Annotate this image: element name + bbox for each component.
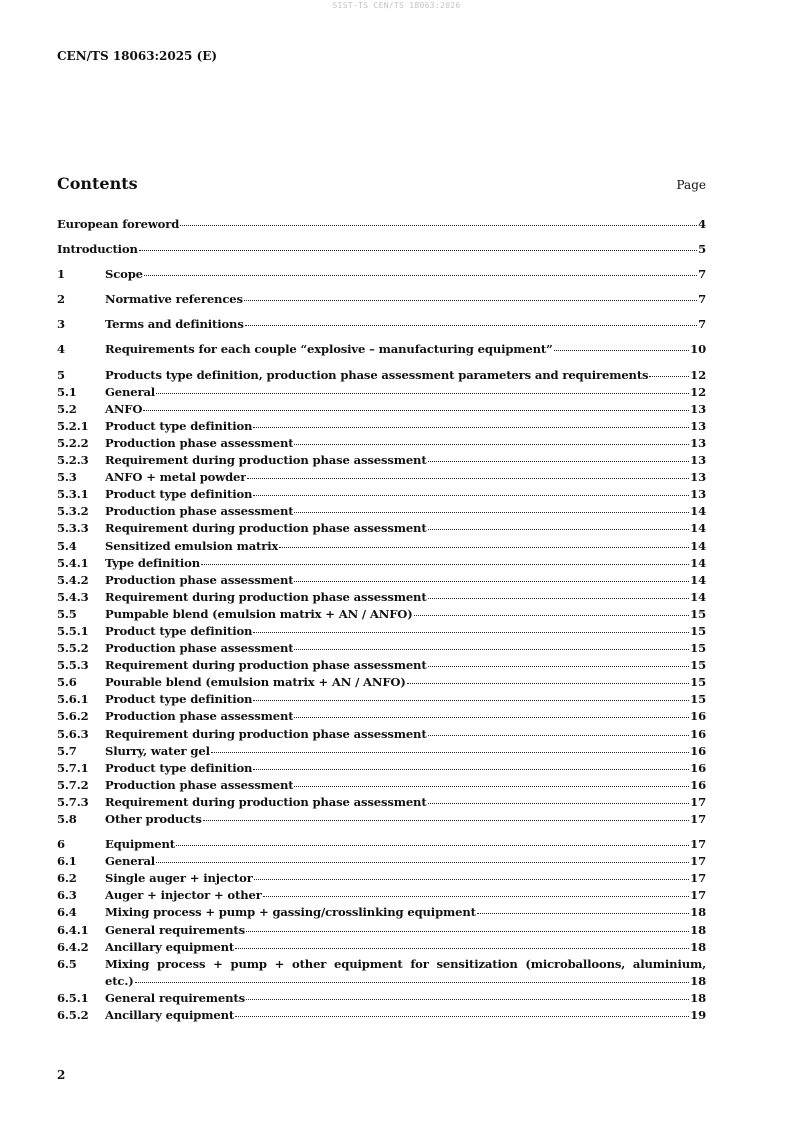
dot-leader — [649, 375, 689, 377]
toc-entry-title: Production phase assessment — [105, 504, 294, 519]
toc-entry-page: 15 — [690, 623, 706, 638]
toc-entry-number: 5.6 — [57, 675, 77, 690]
toc-entry[interactable] — [57, 435, 706, 452]
dot-leader — [144, 274, 697, 276]
toc-entry-page: 17 — [690, 854, 706, 869]
toc-entry-number: 6 — [57, 837, 65, 852]
toc-entry-title: Requirement during production phase assessment — [105, 521, 427, 536]
dot-leader — [294, 580, 689, 582]
toc-entry-title: Ancillary equipment — [105, 1008, 235, 1023]
toc-entry-number: 6.2 — [57, 871, 77, 886]
toc-entry-number: 5.7.1 — [57, 760, 89, 775]
toc-entry-number: 5.4.2 — [57, 572, 89, 587]
toc-entry-page: 12 — [690, 367, 706, 382]
toc-entry[interactable] — [57, 640, 706, 657]
toc-entry-number: 5.2.2 — [57, 435, 89, 450]
toc-entry-title: Production phase assessment — [105, 641, 294, 656]
toc-entry-title: Products type definition, production phase assessment parameters and requirements — [105, 367, 649, 382]
toc-entry-title: Product type definition — [105, 487, 253, 502]
dot-leader — [428, 460, 690, 462]
toc-entry-title: Requirement during production phase assessment — [105, 794, 427, 809]
toc-entry-number: 5.5.3 — [57, 658, 89, 673]
toc-entry-title: Product type definition — [105, 760, 253, 775]
toc-entry-number: 5 — [57, 367, 65, 382]
toc-entry-title: Requirements for each couple “explosive – manufacturing equipment” — [105, 342, 553, 357]
toc-entry-page: 12 — [690, 384, 706, 399]
toc-entry-page: 18 — [690, 905, 706, 920]
toc-entry[interactable] — [57, 743, 706, 760]
toc-entry-title: Normative references — [105, 292, 243, 307]
toc-entry-title: Introduction — [57, 242, 138, 257]
toc-entry-title: Production phase assessment — [105, 435, 294, 450]
toc-entry-title: Auger + injector + other — [105, 888, 262, 903]
dot-leader — [294, 443, 689, 445]
toc-entry[interactable] — [57, 708, 706, 725]
toc-entry[interactable] — [57, 623, 706, 640]
toc-entry[interactable] — [57, 887, 706, 904]
toc-entry-title: Production phase assessment — [105, 777, 294, 792]
toc-entry-title: Pourable blend (emulsion matrix + AN / ANFO) — [105, 675, 406, 690]
toc-entry[interactable] — [57, 401, 706, 418]
toc-entry-page: 13 — [690, 435, 706, 450]
toc-entry[interactable] — [57, 794, 706, 811]
toc-entry-page: 15 — [690, 675, 706, 690]
toc-entry[interactable] — [57, 367, 706, 384]
toc-entry[interactable] — [57, 538, 706, 555]
toc-entry-number: 1 — [57, 267, 65, 282]
toc-entry-title: Product type definition — [105, 623, 253, 638]
toc-entry-page: 4 — [698, 217, 706, 231]
dot-leader — [263, 895, 690, 897]
toc-entry-title: Scope — [105, 267, 143, 282]
toc-entry-number: 6.5.1 — [57, 990, 89, 1005]
dot-leader — [245, 324, 697, 326]
toc-entry-number: 6.4 — [57, 905, 77, 920]
toc-entry-number: 5.6.3 — [57, 726, 89, 741]
toc-entry-number: 6.3 — [57, 888, 77, 903]
toc-entry-page: 14 — [690, 538, 706, 553]
toc-entry[interactable] — [57, 572, 706, 589]
toc-entry-title: Product type definition — [105, 418, 253, 433]
toc-entry-title: European foreword — [57, 217, 180, 231]
toc-entry[interactable] — [57, 291, 706, 308]
dot-leader — [201, 563, 689, 565]
toc-entry[interactable] — [57, 469, 706, 486]
dot-leader — [428, 734, 690, 736]
toc-entry-title: ANFO + metal powder — [105, 470, 247, 485]
dot-leader — [254, 878, 689, 880]
dot-leader — [279, 546, 689, 548]
toc-entry-number: 5.3.1 — [57, 487, 89, 502]
toc-entry-number: 6.1 — [57, 854, 77, 869]
toc-entry-page: 17 — [690, 812, 706, 826]
toc-entry[interactable] — [57, 904, 706, 921]
toc-entry[interactable] — [57, 990, 706, 1007]
toc-entry-title: General — [105, 384, 156, 399]
toc-entry-title: Mixing process + pump + other equipment for sensitization (microballoons, aluminium, — [105, 956, 706, 971]
toc-entry[interactable] — [57, 520, 706, 537]
toc-entry-title: Equipment — [105, 837, 175, 852]
toc-entry[interactable] — [57, 606, 706, 623]
dot-leader — [135, 981, 690, 983]
toc-entry[interactable] — [57, 316, 706, 333]
toc-entry[interactable] — [57, 674, 706, 691]
toc-entry-page: 15 — [690, 641, 706, 656]
toc-entry-title: Sensitized emulsion matrix — [105, 538, 279, 553]
toc-entry[interactable] — [57, 939, 706, 956]
contents-heading: Contents — [57, 174, 138, 193]
toc-entry[interactable] — [57, 216, 706, 233]
toc-entry-title: Mixing process + pump + gassing/crosslinking equipment — [105, 905, 476, 920]
toc-entry-number: 5.1 — [57, 384, 77, 399]
dot-leader — [253, 768, 689, 770]
toc-entry-number: 6.5 — [57, 956, 77, 971]
toc-entry-page: 19 — [690, 1008, 706, 1023]
toc-entry-title: Ancillary equipment — [105, 939, 235, 954]
toc-entry-title: General requirements — [105, 990, 246, 1005]
dot-leader — [414, 614, 690, 616]
toc-entry-number: 6.5.2 — [57, 1008, 89, 1023]
toc-entry-page: 16 — [690, 760, 706, 775]
dot-leader — [246, 998, 689, 1000]
toc-entry-title: Production phase assessment — [105, 572, 294, 587]
toc-entry-page: 18 — [690, 922, 706, 937]
toc-entry[interactable] — [57, 241, 706, 258]
toc-entry-number: 2 — [57, 292, 65, 307]
toc-entry-page: 18 — [690, 973, 706, 988]
table-of-contents — [57, 216, 706, 1024]
toc-entry-page: 14 — [690, 572, 706, 587]
dot-leader — [156, 392, 689, 394]
toc-entry-page: 13 — [690, 487, 706, 502]
toc-entry-title: Pumpable blend (emulsion matrix + AN / ANFO) — [105, 606, 413, 621]
toc-entry[interactable] — [57, 486, 706, 503]
toc-entry-number: 4 — [57, 342, 65, 357]
toc-entry-page: 5 — [698, 242, 706, 257]
page-number: 2 — [57, 1068, 66, 1082]
toc-entry-page: 13 — [690, 470, 706, 485]
toc-entry-page: 13 — [690, 418, 706, 433]
toc-entry-title: Requirement during production phase assessment — [105, 453, 427, 468]
dot-leader — [246, 930, 689, 932]
toc-entry-number: 5.5.2 — [57, 641, 89, 656]
dot-leader — [143, 409, 689, 411]
toc-entry-page: 15 — [690, 658, 706, 673]
dot-leader — [428, 597, 690, 599]
toc-entry-number: 5.3 — [57, 470, 77, 485]
toc-entry-number: 5.2.3 — [57, 453, 89, 468]
dot-leader — [294, 785, 689, 787]
dot-leader — [294, 648, 689, 650]
toc-entry-number: 5.6.2 — [57, 709, 89, 724]
toc-entry[interactable] — [57, 418, 706, 435]
toc-entry-page: 10 — [690, 342, 706, 357]
dot-leader — [407, 682, 689, 684]
toc-entry-number: 5.2.1 — [57, 418, 89, 433]
dot-leader — [428, 528, 690, 530]
toc-entry-page: 17 — [690, 794, 706, 809]
toc-entry[interactable] — [57, 760, 706, 777]
toc-entry-number: 5.4.3 — [57, 589, 89, 604]
toc-entry[interactable] — [57, 341, 706, 358]
toc-entry-number: 5.4 — [57, 538, 77, 553]
toc-entry-page: 7 — [698, 292, 706, 307]
page-column-label: Page — [676, 178, 706, 192]
document-header: CEN/TS 18063:2025 (E) — [57, 49, 218, 63]
dot-leader — [156, 861, 689, 863]
toc-entry-number: 5.4.1 — [57, 555, 89, 570]
toc-entry[interactable] — [57, 555, 706, 572]
toc-entry-page: 14 — [690, 589, 706, 604]
dot-leader — [428, 802, 690, 804]
toc-entry-title: Other products — [105, 812, 202, 826]
toc-entry[interactable] — [57, 503, 706, 520]
toc-entry-page: 16 — [690, 777, 706, 792]
toc-entry-number: 5.3.3 — [57, 521, 89, 536]
toc-entry-page: 14 — [690, 555, 706, 570]
toc-entry-number: 5.7 — [57, 743, 77, 758]
toc-entry-number: 5.2 — [57, 401, 77, 416]
toc-entry-number: 5.6.1 — [57, 692, 89, 707]
toc-entry-page: 17 — [690, 837, 706, 852]
dot-leader — [253, 426, 689, 428]
toc-entry[interactable] — [57, 452, 706, 469]
dot-leader — [428, 665, 690, 667]
toc-entry-number: 5.7.2 — [57, 777, 89, 792]
dot-leader — [244, 299, 697, 301]
toc-entry-title: Product type definition — [105, 692, 253, 707]
toc-entry-page: 17 — [690, 871, 706, 886]
toc-entry-page: 7 — [698, 267, 706, 282]
dot-leader — [247, 477, 689, 479]
toc-entry[interactable] — [57, 384, 706, 401]
toc-entry-number: 5.5.1 — [57, 623, 89, 638]
toc-entry[interactable] — [57, 922, 706, 939]
toc-entry[interactable] — [57, 691, 706, 708]
toc-entry-title: ANFO — [105, 401, 143, 416]
toc-entry[interactable] — [57, 726, 706, 743]
toc-entry[interactable] — [57, 266, 706, 283]
toc-entry-title: Requirement during production phase assessment — [105, 658, 427, 673]
toc-entry-page: 16 — [690, 726, 706, 741]
toc-entry[interactable] — [57, 657, 706, 674]
dot-leader — [176, 844, 689, 846]
toc-entry-title: General requirements — [105, 922, 246, 937]
toc-entry-page: 13 — [690, 401, 706, 416]
toc-entry[interactable] — [57, 589, 706, 606]
toc-entry[interactable] — [57, 836, 706, 853]
toc-entry-number: 6.4.1 — [57, 922, 89, 937]
toc-entry[interactable] — [57, 956, 706, 990]
toc-entry-page: 17 — [690, 888, 706, 903]
toc-entry-title: Requirement during production phase assessment — [105, 589, 427, 604]
toc-entry-page: 14 — [690, 504, 706, 519]
dot-leader — [235, 947, 689, 949]
dot-leader — [477, 912, 689, 914]
toc-entry-title: General — [105, 854, 156, 869]
toc-entry-number: 5.8 — [57, 812, 77, 826]
toc-entry-number: 3 — [57, 317, 65, 332]
toc-entry-page: 15 — [690, 606, 706, 621]
toc-entry-page: 16 — [690, 709, 706, 724]
dot-leader — [253, 699, 689, 701]
watermark: SIST-TS CEN/TS 18063:2026 — [332, 1, 461, 10]
toc-entry-number: 5.5 — [57, 606, 77, 621]
toc-entry-title-continued: etc.) — [105, 973, 134, 988]
dot-leader — [253, 494, 689, 496]
toc-entry-number: 5.7.3 — [57, 794, 89, 809]
toc-entry-page: 13 — [690, 453, 706, 468]
dot-leader — [554, 349, 690, 351]
toc-entry[interactable] — [57, 870, 706, 887]
dot-leader — [253, 631, 689, 633]
toc-entry-number: 6.4.2 — [57, 939, 89, 954]
toc-entry[interactable] — [57, 777, 706, 794]
toc-entry-title: Single auger + injector — [105, 871, 253, 886]
toc-entry-title: Production phase assessment — [105, 709, 294, 724]
dot-leader — [211, 751, 689, 753]
toc-entry-number: 5.3.2 — [57, 504, 89, 519]
dot-leader — [139, 249, 697, 251]
toc-entry-page: 18 — [690, 939, 706, 954]
toc-entry-page: 14 — [690, 521, 706, 536]
toc-entry-title: Type definition — [105, 555, 200, 570]
toc-entry-page: 7 — [698, 317, 706, 332]
toc-entry[interactable] — [57, 811, 706, 828]
toc-entry-title: Slurry, water gel — [105, 743, 210, 758]
dot-leader — [235, 1015, 689, 1017]
toc-entry-page: 16 — [690, 743, 706, 758]
toc-entry-page: 15 — [690, 692, 706, 707]
dot-leader — [203, 819, 689, 821]
dot-leader — [294, 511, 689, 513]
toc-entry[interactable] — [57, 853, 706, 870]
dot-leader — [294, 716, 689, 718]
toc-entry[interactable] — [57, 1007, 706, 1024]
toc-entry-title: Requirement during production phase assessment — [105, 726, 427, 741]
toc-entry-title: Terms and definitions — [105, 317, 244, 332]
dot-leader — [180, 224, 697, 226]
toc-entry-page: 18 — [690, 990, 706, 1005]
